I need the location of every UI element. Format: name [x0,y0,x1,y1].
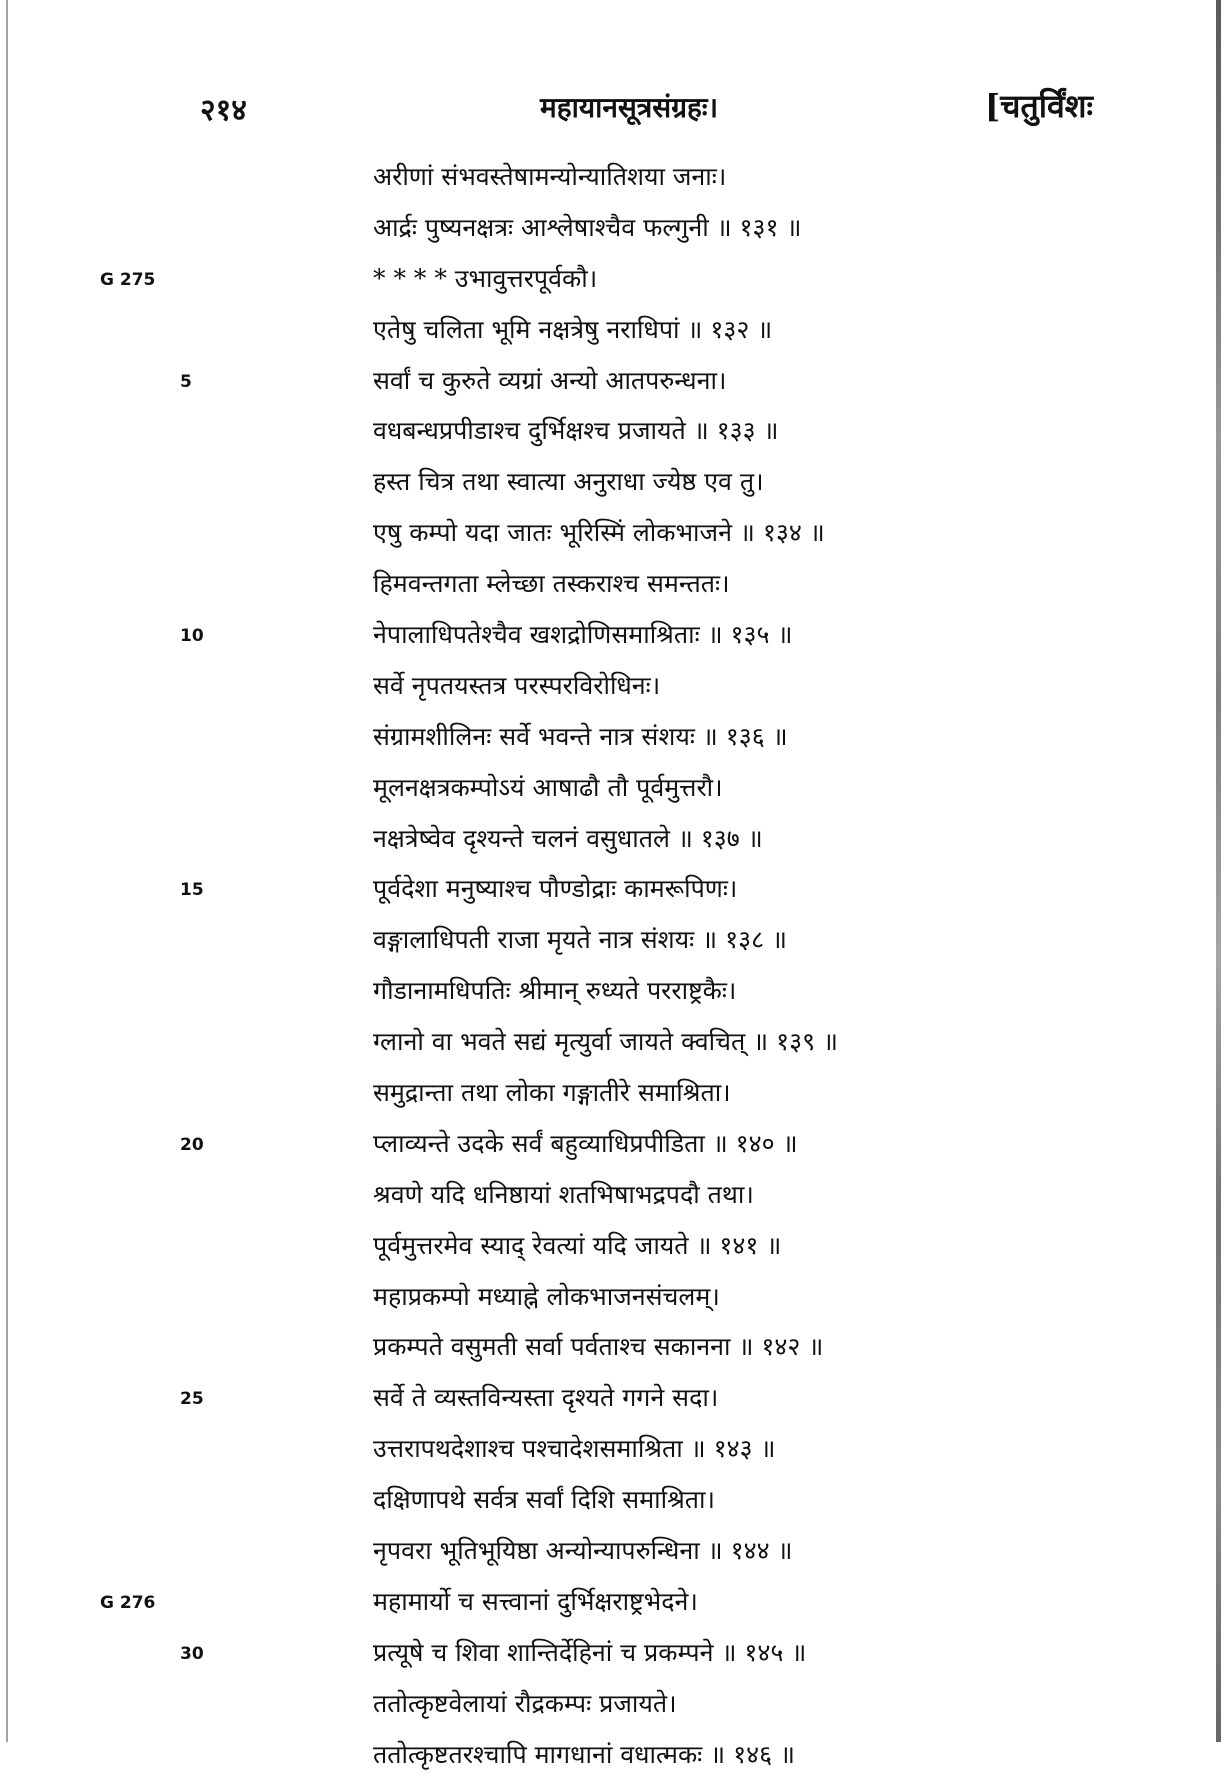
verse-line: अरीणां संभवस्तेषामन्योन्यातिशया जनाः। [373,162,727,191]
line-number: 15 [180,880,204,901]
verse-row [0,465,1231,516]
verse-row [0,1534,1231,1585]
verse-row [0,1636,1231,1687]
verse-line: नक्षत्रेष्वेव दृश्यन्ते चलनं वसुधातले ॥ १३७ ॥ [373,823,763,853]
verse-row [0,1381,1231,1432]
verse-line: समुद्रान्ता तथा लोका गङ्गातीरे समाश्रिता। [373,1078,731,1108]
verse-row [0,1178,1231,1229]
line-number: 20 [180,1134,204,1155]
verse-row [0,1432,1231,1483]
verse-line: महाप्रकम्पो मध्याह्ने लोकभाजनसंचलम्। [373,1281,720,1311]
line-number: 5 [180,371,192,392]
verse-body [0,160,1231,1789]
line-number: 10 [180,626,204,647]
verse-row [0,1280,1231,1331]
page-number: २१४ [200,93,247,128]
verse-row [0,567,1231,618]
verse-row [0,1025,1231,1076]
verse-line: प्रकम्पते वसुमती सर्वा पर्वताश्च सकानना ॥ १४२ ॥ [373,1332,824,1362]
verse-line: वङ्गालाधिपती राजा मृयते नात्र संशयः ॥ १३८ ॥ [373,925,788,955]
verse-row [0,364,1231,415]
verse-line: * * * * उभावुत्तरपूर्वकौ। [373,263,598,293]
verse-row [0,1585,1231,1636]
verse-row [0,923,1231,974]
verse-line: ग्लानो वा भवते सद्यं मृत्युर्वा जायते क्वचित् ॥ १३९ ॥ [373,1027,838,1057]
verse-line: एतेषु चलिता भूमि नक्षत्रेषु नराधिपां ॥ १३२ ॥ [373,314,773,344]
verse-row [0,618,1231,669]
verse-line: मूलनक्षत्रकम्पोऽयं आषाढौ तौ पूर्वमुत्तरौ। [373,772,723,802]
verse-line: एषु कम्पो यदा जातः भूरिस्मिं लोकभाजने ॥ १३४ ॥ [373,518,825,548]
manuscript-folio-ref: G 276 [100,1592,156,1613]
verse-row [0,1076,1231,1127]
verse-line: गौडानामधिपतिः श्रीमान् रुध्यते परराष्ट्रकैः। [373,976,737,1006]
verse-line: हस्त चित्र तथा स्वात्या अनुराधा ज्येष्ठ एव तु। [373,467,764,497]
chapter-label: [चतुर्विंशः [985,87,1094,125]
verse-row [0,1127,1231,1178]
line-number: 25 [180,1389,204,1410]
verse-row [0,160,1231,211]
verse-row [0,771,1231,822]
verse-row [0,872,1231,923]
verse-row [0,313,1231,364]
verse-line: नृपवरा भूतिभूयिष्ठा अन्योन्यापरुन्धिना ॥ १४४ ॥ [373,1536,793,1566]
verse-line: हिमवन्तगता म्लेच्छा तस्कराश्च समन्ततः। [373,569,730,599]
verse-line: सर्वां च कुरुते व्यग्रां अन्यो आतपरुन्धना। [373,365,727,395]
verse-line: उत्तरापथदेशाश्च पश्चादेशसमाश्रिता ॥ १४३ ॥ [373,1434,776,1464]
verse-row [0,822,1231,873]
verse-row [0,1229,1231,1280]
verse-line: दक्षिणापथे सर्वत्र सर्वां दिशि समाश्रिता। [373,1485,715,1515]
verse-line: महामार्यो च सत्त्वानां दुर्भिक्षराष्ट्रभेदने। [373,1586,698,1616]
verse-line: संग्रामशीलिनः सर्वे भवन्ते नात्र संशयः ॥ १३६ ॥ [373,721,788,751]
verse-row [0,974,1231,1025]
verse-row [0,1738,1231,1789]
verse-line: प्लाव्यन्ते उदके सर्वं बहुव्याधिप्रपीडिता ॥ १४० ॥ [373,1128,798,1158]
verse-row [0,1483,1231,1534]
verse-row [0,1330,1231,1381]
verse-line: नेपालाधिपतेश्चैव खशद्रोणिसमाश्रिताः ॥ १३५ ॥ [373,620,793,650]
verse-row [0,211,1231,262]
manuscript-folio-ref: G 275 [100,269,156,290]
verse-row [0,669,1231,720]
verse-line: सर्वे नृपतयस्तत्र परस्परविरोधिनः। [373,670,661,700]
verse-row [0,262,1231,313]
verse-line: ततोत्कृष्टतरश्चापि मागधानां वधात्मकः ॥ १४६ ॥ [373,1739,796,1769]
verse-row [0,516,1231,567]
verse-line: सर्वे ते व्यस्तविन्यस्ता दृश्यते गगने सदा। [373,1383,719,1413]
verse-line: आर्द्रः पुष्यनक्षत्रः आश्लेषाश्चैव फल्गुनी ॥ १३१ ॥ [373,212,802,242]
verse-row [0,1687,1231,1738]
line-number: 30 [180,1643,204,1664]
verse-row [0,720,1231,771]
book-title: महायानसूत्रसंग्रहः। [540,91,719,124]
verse-row [0,414,1231,465]
verse-line: ततोत्कृष्टवेलायां रौद्रकम्पः प्रजायते। [373,1688,677,1718]
verse-line: वधबन्धप्रपीडाश्च दुर्भिक्षश्च प्रजायते ॥ १३३ ॥ [373,416,779,446]
verse-line: पूर्वमुत्तरमेव स्याद् रेवत्यां यदि जायते ॥ १४१ ॥ [373,1230,782,1260]
verse-line: पूर्वदेशा मनुष्याश्च पौण्डोद्राः कामरूपिणः। [373,874,738,904]
verse-line: श्रवणे यदि धनिष्ठायां शतभिषाभद्रपदौ तथा। [373,1179,754,1209]
verse-line: प्रत्यूषे च शिवा शान्तिर्देहिनां च प्रकम्पने ॥ १४५ ॥ [373,1637,807,1667]
